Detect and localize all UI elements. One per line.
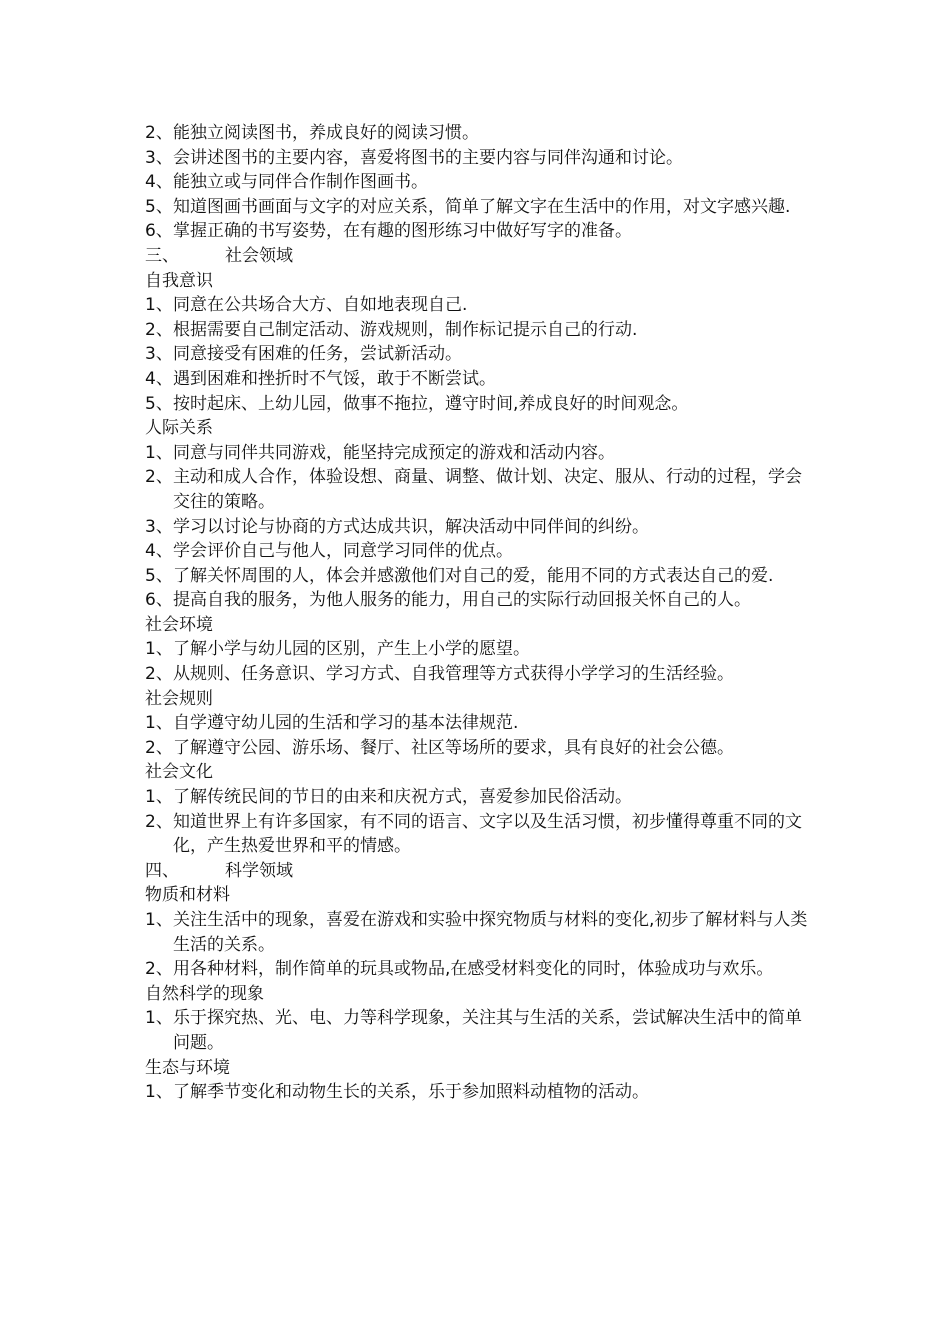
list-item bbox=[145, 564, 815, 589]
subsection-heading: 社会环境 bbox=[145, 614, 213, 635]
subsection-heading: 社会文化 bbox=[145, 762, 213, 783]
list-item bbox=[145, 318, 815, 343]
list-item-number: 3、 bbox=[145, 344, 173, 365]
list-item-text: 学习以讨论与协商的方式达成共识，解决活动中同伴间的纠纷。 bbox=[173, 516, 649, 537]
list-item-text: 按时起床、上幼儿园，做事不拖拉，遵守时间,养成良好的时间观念。 bbox=[173, 393, 689, 414]
list-item-text: 提高自我的服务，为他人服务的能力，用自己的实际行动回报关怀自己的人。 bbox=[173, 590, 751, 611]
list-item-number: 4、 bbox=[145, 368, 173, 389]
section-heading bbox=[145, 244, 815, 269]
list-item bbox=[145, 908, 815, 957]
list-item bbox=[145, 219, 815, 244]
list-item-text: 能独立阅读图书，养成良好的阅读习惯。 bbox=[173, 123, 479, 143]
list-item-text: 根据需要自己制定活动、游戏规则，制作标记提示自己的行动. bbox=[173, 319, 638, 340]
list-item-number: 6、 bbox=[145, 590, 173, 611]
list-item-number: 6、 bbox=[145, 221, 173, 242]
section-number: 三、 bbox=[145, 245, 179, 266]
list-item-number: 4、 bbox=[145, 172, 173, 193]
list-item bbox=[145, 367, 815, 392]
list-item bbox=[145, 342, 815, 367]
list-item-number: 2、 bbox=[145, 319, 173, 340]
list-item-number: 1、 bbox=[145, 1082, 173, 1103]
list-item-text: 同意与同伴共同游戏，能坚持完成预定的游戏和活动内容。 bbox=[173, 442, 615, 463]
list-item-text: 了解传统民间的节日的由来和庆祝方式，喜爱参加民俗活动。 bbox=[173, 787, 632, 808]
list-item-text: 用各种材料，制作简单的玩具或物品,在感受材料变化的同时，体验成功与欢乐。 bbox=[173, 959, 774, 980]
subsection-heading: 社会规则 bbox=[145, 688, 213, 709]
list-item bbox=[145, 293, 815, 318]
list-item-text: 乐于探究热、光、电、力等科学现象，关注其与生活的关系，尝试解决生活中的简单问题。 bbox=[173, 1008, 802, 1053]
list-item-text: 自学遵守幼儿园的生活和学习的基本法律规范. bbox=[173, 713, 519, 734]
subsection-heading: 人际关系 bbox=[145, 418, 213, 439]
list-item bbox=[145, 662, 815, 687]
list-item-text: 掌握正确的书写姿势，在有趣的图形练习中做好写字的准备。 bbox=[173, 221, 632, 242]
document-page bbox=[145, 121, 815, 1105]
list-item bbox=[145, 170, 815, 195]
list-item-number: 3、 bbox=[145, 147, 173, 168]
list-item bbox=[145, 146, 815, 171]
list-item-number: 1、 bbox=[145, 1008, 173, 1029]
list-item bbox=[145, 515, 815, 540]
list-item-number: 2、 bbox=[145, 467, 173, 488]
list-item bbox=[145, 195, 815, 220]
list-item bbox=[145, 810, 815, 859]
list-item-text: 了解季节变化和动物生长的关系，乐于参加照料动植物的活动。 bbox=[173, 1082, 649, 1103]
list-item bbox=[145, 465, 815, 514]
list-item-number: 2、 bbox=[145, 664, 173, 685]
list-item bbox=[145, 711, 815, 736]
section-title: 科学领域 bbox=[225, 860, 293, 881]
list-item-number: 5、 bbox=[145, 196, 173, 217]
list-item-text: 同意在公共场合大方、自如地表现自己. bbox=[173, 295, 468, 316]
subsection-heading: 生态与环境 bbox=[145, 1057, 230, 1078]
list-item-number: 2、 bbox=[145, 123, 173, 143]
list-item-number: 1、 bbox=[145, 713, 173, 734]
list-item bbox=[145, 392, 815, 417]
list-item-text: 关注生活中的现象，喜爱在游戏和实验中探究物质与材料的变化,初步了解材料与人类生活的关系。 bbox=[173, 910, 808, 955]
list-item-text: 主动和成人合作，体验设想、商量、调整、做计划、决定、服从、行动的过程，学会交往的策略。 bbox=[173, 467, 802, 512]
list-item bbox=[145, 121, 815, 146]
list-item-text: 同意接受有困难的任务，尝试新活动。 bbox=[173, 344, 462, 365]
list-item-number: 1、 bbox=[145, 442, 173, 463]
list-item-number: 3、 bbox=[145, 516, 173, 537]
list-item-text: 了解小学与幼儿园的区别，产生上小学的愿望。 bbox=[173, 639, 530, 660]
list-item-text: 能独立或与同伴合作制作图画书。 bbox=[173, 172, 428, 193]
list-item bbox=[145, 588, 815, 613]
list-item bbox=[145, 785, 815, 810]
section-heading bbox=[145, 859, 815, 884]
list-item-text: 知道图画书画面与文字的对应关系，简单了解文字在生活中的作用，对文字感兴趣. bbox=[173, 196, 791, 217]
section-title: 社会领域 bbox=[225, 245, 293, 266]
list-item bbox=[145, 736, 815, 761]
list-item-number: 1、 bbox=[145, 787, 173, 808]
list-item-number: 5、 bbox=[145, 565, 173, 586]
list-item-number: 2、 bbox=[145, 959, 173, 980]
list-item-number: 2、 bbox=[145, 737, 173, 758]
list-item-number: 1、 bbox=[145, 639, 173, 660]
list-item-number: 1、 bbox=[145, 295, 173, 316]
list-item-text: 了解遵守公园、游乐场、餐厅、社区等场所的要求，具有良好的社会公德。 bbox=[173, 737, 734, 758]
list-item-text: 了解关怀周围的人，体会并感激他们对自己的爱，能用不同的方式表达自己的爱. bbox=[173, 565, 774, 586]
list-item bbox=[145, 441, 815, 466]
list-item-text: 学会评价自己与他人，同意学习同伴的优点。 bbox=[173, 541, 513, 562]
section-number: 四、 bbox=[145, 860, 179, 881]
list-item bbox=[145, 539, 815, 564]
list-item-text: 知道世界上有许多国家，有不同的语言、文字以及生活习惯，初步懂得尊重不同的文化，产生热爱世界和平的情感。 bbox=[173, 811, 802, 857]
list-item-number: 4、 bbox=[145, 541, 173, 562]
list-item-number: 5、 bbox=[145, 393, 173, 414]
subsection-heading: 自然科学的现象 bbox=[145, 983, 264, 1004]
list-item bbox=[145, 1080, 815, 1105]
list-item-text: 从规则、任务意识、学习方式、自我管理等方式获得小学学习的生活经验。 bbox=[173, 664, 734, 685]
list-item bbox=[145, 957, 815, 982]
list-item bbox=[145, 1006, 815, 1055]
subsection-heading: 物质和材料 bbox=[145, 885, 230, 906]
list-item-text: 遇到困难和挫折时不气馁，敢于不断尝试。 bbox=[173, 368, 496, 389]
list-item-number: 2、 bbox=[145, 811, 173, 832]
subsection-heading: 自我意识 bbox=[145, 270, 213, 291]
list-item-number: 1、 bbox=[145, 910, 173, 930]
list-item bbox=[145, 637, 815, 662]
list-item-text: 会讲述图书的主要内容，喜爱将图书的主要内容与同伴沟通和讨论。 bbox=[173, 147, 683, 168]
